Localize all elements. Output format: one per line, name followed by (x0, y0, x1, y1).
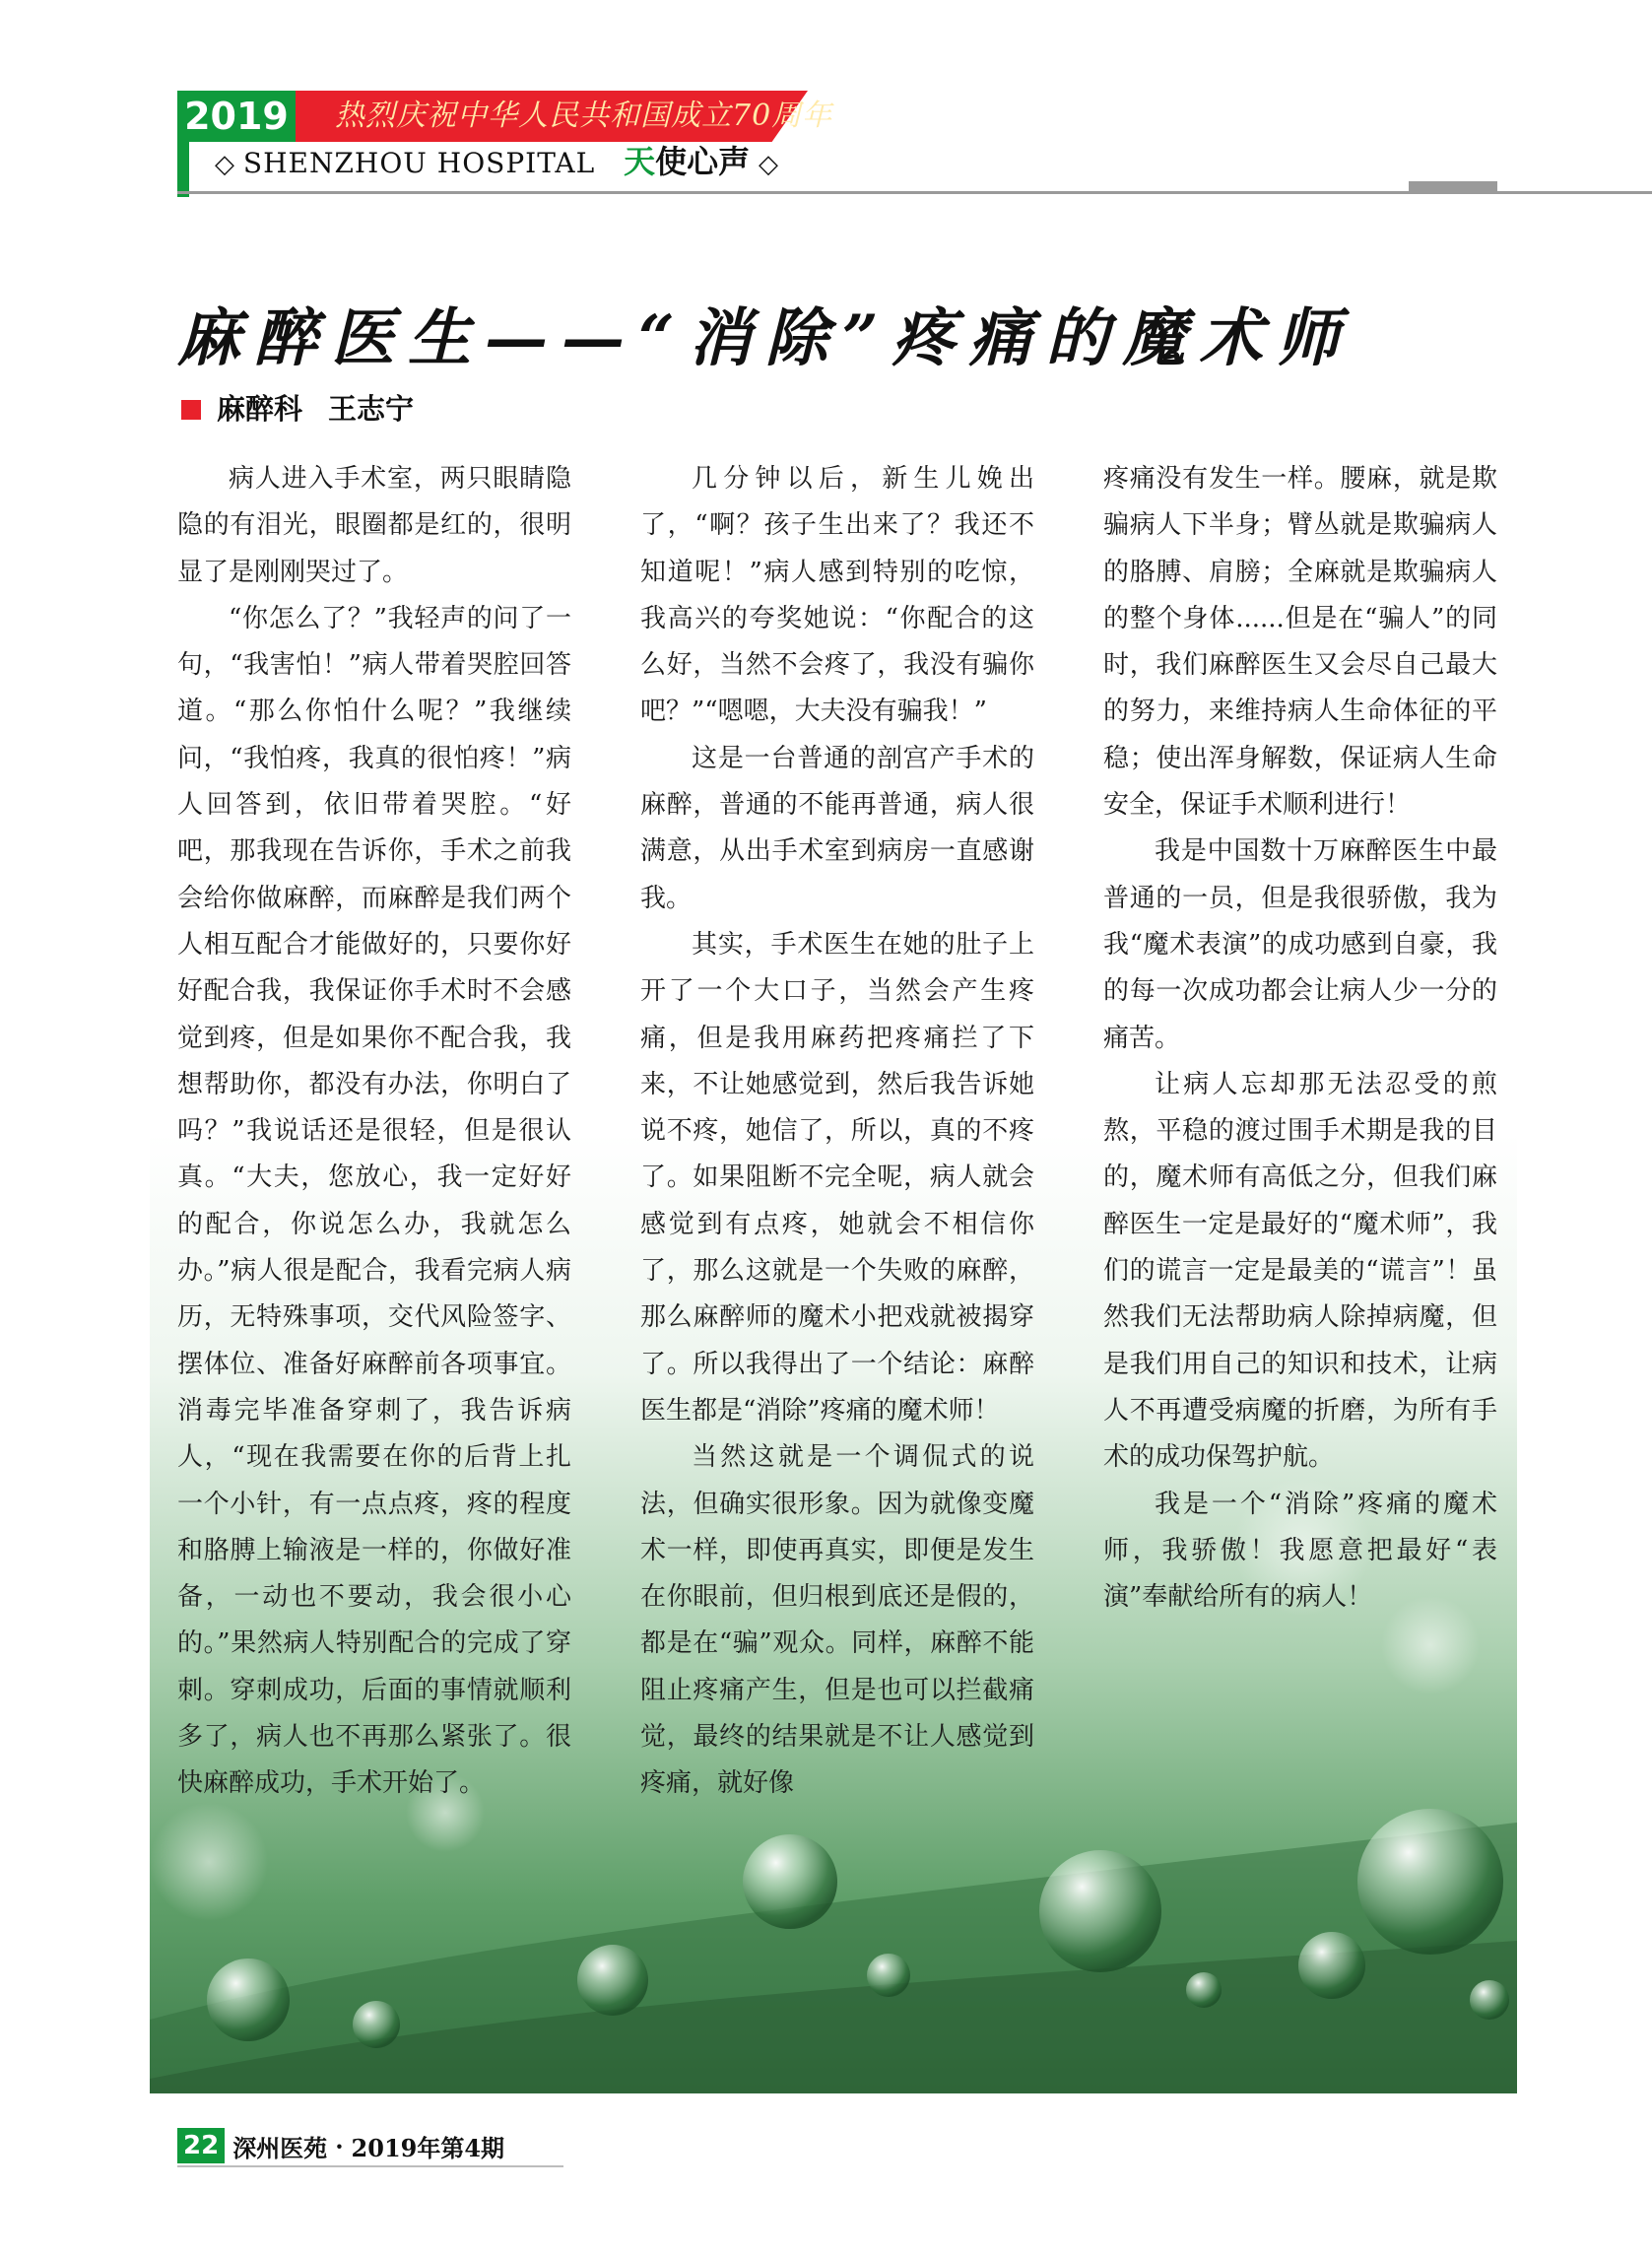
header-banner-text: 热烈庆祝中华人民共和国成立70周年 (335, 99, 833, 133)
paragraph: 几分钟以后，新生儿娩出了，“啊？孩子生出来了？我还不知道呢！”病人感到特别的吃惊，我高兴的夸奖她说：“你配合的这么好，当然不会疼了，我没有骗你吧？”“嗯嗯，大夫没有骗我！” (640, 464, 1034, 727)
column-name-rest: 使心声 (655, 143, 751, 180)
footer-separator: · (335, 2131, 344, 2160)
publication-name: 深州医苑 (232, 2133, 328, 2162)
paragraph: “你怎么了？”我轻声的问了一句，“我害怕！”病人带着哭腔回答道。“那么你怕什么呢？”我继续问，“我怕疼，我真的很怕疼！”病人回答到，依旧带着哭腔。“好吧，那我现在告诉你，手术之前我会给你做麻醉，而麻醉是我们两个人相互配合才能做好的，只要你好好配合我，我保证你手术时不会感觉到疼，但是如果你不配合我，我想帮助你，都没有办法，你明白了吗？”我说话还是很轻，但是很认真。“大夫，您放心，我一定好好的配合，你说怎么办，我就怎么办。”病人很是配合，我看完病人病历，无特殊事项，交代风险签字、摆体位、准备好麻醉前各项事宜。消毒完毕准备穿刺了，我告诉病人，“现在我需要在你的后背上扎一个小针，有一点点疼，疼的程度和胳膊上输液是一样的，你做好准备，一动也不要动，我会很小心的。”果然病人特别配合的完成了穿刺。穿刺成功，后面的事情就顺利多了，病人也不再那么紧张了。很快麻醉成功，手术开始了。 (177, 603, 571, 1799)
article-column-3 (1103, 456, 1497, 1621)
footer-rule (177, 2165, 563, 2167)
header-year: 2019 (177, 91, 296, 142)
page-footer (177, 2128, 504, 2167)
page-number: 22 (177, 2128, 225, 2163)
red-square-icon (181, 400, 201, 420)
byline-author: 王志宁 (328, 392, 415, 426)
byline (181, 389, 414, 429)
column-name (624, 143, 750, 180)
page-header (0, 0, 1652, 197)
paragraph: 我是一个“消除”疼痛的魔术师，我骄傲！我愿意把最好“表演”奉献给所有的病人！ (1103, 1489, 1497, 1613)
column-name-first-char: 天 (624, 143, 656, 180)
hospital-name: SHENZHOU HOSPITAL (242, 147, 596, 179)
article-title: 麻醉医生——“消除”疼痛的魔术师 (177, 301, 1354, 375)
diamond-icon-right: ◇ (759, 150, 779, 179)
article-column-1 (177, 456, 571, 1808)
header-subline (215, 138, 778, 185)
diamond-icon-left: ◇ (215, 150, 234, 179)
byline-department: 麻醉科 (217, 392, 303, 426)
header-grey-tab (1409, 181, 1497, 193)
paragraph: 让病人忘却那无法忍受的煎熬，平稳的渡过围手术期是我的目的，魔术师有高低之分，但我们麻醉医生一定是最好的“魔术师”，我们的谎言一定是最美的“谎言”！虽然我们无法帮助病人除掉病魔，但是我们用自己的知识和技术，让病人不再遭受病魔的折磨，为所有手术的成功保驾护航。 (1103, 1069, 1497, 1473)
paragraph: 病人进入手术室，两只眼睛隐隐的有泪光，眼圈都是红的，很明显了是刚刚哭过了。 (177, 464, 571, 587)
paragraph: 当然这就是一个调侃式的说法，但确实很形象。因为就像变魔术一样，即使再真实，即便是发生在你眼前，但归根到底还是假的，都是在“骗”观众。同样，麻醉不能阻止疼痛产生，但是也可以拦截痛觉，最终的结果就是不让人感觉到疼痛，就好像 (640, 1442, 1034, 1799)
paragraph: 其实，手术医生在她的肚子上开了一个大口子，当然会产生疼痛，但是我用麻药把疼痛拦了下来，不让她感觉到，然后我告诉她说不疼，她信了，所以，真的不疼了。如果阻断不完全呢，病人就会感觉到有点疼，她就会不相信你了，那么这就是一个失败的麻醉，那么麻醉师的魔术小把戏就被揭穿了。所以我得出了一个结论：麻醉医生都是“消除”疼痛的魔术师！ (640, 929, 1034, 1426)
paragraph: 我是中国数十万麻醉医生中最普通的一员，但是我很骄傲，我为我“魔术表演”的成功感到自豪，我的每一次成功都会让病人少一分的痛苦。 (1103, 836, 1497, 1053)
article-column-2 (640, 456, 1034, 1808)
paragraph: 这是一台普通的剖宫产手术的麻醉，普通的不能再普通，病人很满意，从出手术室到病房一直感谢我。 (640, 743, 1034, 913)
paragraph-continued: 疼痛没有发生一样。腰麻，就是欺骗病人下半身；臂丛就是欺骗病人的胳膊、肩膀；全麻就是欺骗病人的整个身体......但是在“骗人”的同时，我们麻醉医生又会尽自己最大的努力，来维持病人生命体征的平稳；使出浑身解数，保证病人生命安全，保证手术顺利进行！ (1103, 464, 1497, 821)
issue-label: 2019年第4期 (351, 2133, 505, 2162)
